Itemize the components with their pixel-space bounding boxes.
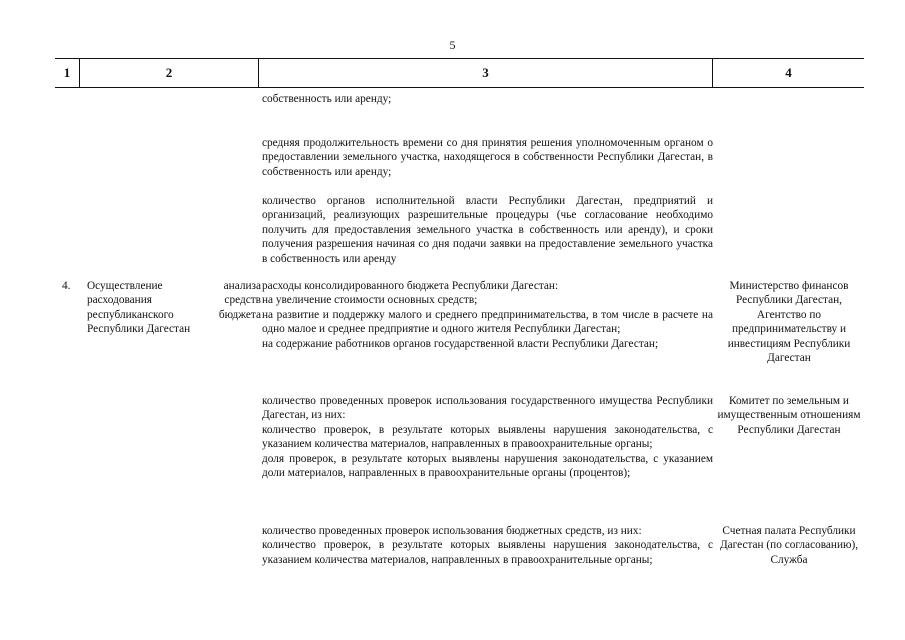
prev-row-text-3: количество органов исполнительной власти Республики Дагестан, предприятий и организаций, реализующих разрешительные процедуры (чье согласование необходимо получить для предоставления земельного участка в собственность или аренду), и сроки получения разрешения начиная со дня подачи заявки на предоставление земельного участка в собственность или аренду	[262, 195, 713, 265]
indicator-line: количество проверок, в результате которых выявлены нарушения законодательства, с указанием количества материалов, направленных в правоохранительные органы;	[262, 423, 713, 451]
indicator-line: доля проверок, в результате которых выявлены нарушения законодательства, с указанием доли материалов, направленных в правоохранительные органы (процентов);	[262, 452, 713, 480]
row-number: 4.	[62, 280, 71, 292]
page-number: 5	[449, 38, 456, 52]
indicator-line: на увеличение стоимости основных средств;	[262, 294, 478, 307]
indicator-line: количество проверок, в результате которых выявлены нарушения законодательства, с указанием количества материалов, направленных в правоохранительные органы;	[262, 539, 713, 566]
header-col-1: 1	[55, 59, 80, 87]
header-col-2: 2	[80, 59, 259, 87]
prev-row-text-2: средняя продолжительность времени со дня принятия решения уполномоченным органом о предоставлении земельного участка, находящегося в собственности Республики Дагестан, в собственность или аренду;	[262, 137, 713, 178]
indicator-block-1	[262, 279, 713, 351]
table-header	[55, 58, 864, 88]
indicator-line: на развитие и поддержку малого и среднего предпринимательства, в том числе в расчете на одно малое и среднее предприятие и одного жителя Республики Дагестан;	[262, 308, 713, 336]
prev-row-text-1: собственность или аренду;	[262, 93, 392, 105]
responsible-org-3: Счетная палата Республики Дагестан (по согласованию), Служба	[719, 525, 859, 566]
indicator-block-2	[262, 394, 713, 480]
indicator-line: количество проведенных проверок использования государственного имущества Республики Дагестан, из них:	[262, 395, 713, 422]
responsible-org-1: Министерство финансов Республики Дагестан, Агентство по предпринимательству и инвестициям Республики Дагестан	[727, 280, 851, 365]
header-col-3: 3	[259, 59, 713, 87]
indicator-line: на содержание работников органов государственной власти Республики Дагестан;	[262, 337, 659, 350]
indicator-line: количество проведенных проверок использования бюджетных средств, из них:	[262, 525, 642, 537]
responsible-org-2: Комитет по земельным и имущественным отношениям Республики Дагестан	[717, 395, 861, 436]
row-name: Осуществление анализа расходования средств республиканского бюджета Республики Дагестан	[87, 280, 261, 336]
header-col-4: 4	[785, 65, 792, 80]
indicator-block-3	[262, 524, 713, 567]
indicator-line: расходы консолидированного бюджета Республики Дагестан:	[262, 280, 559, 292]
